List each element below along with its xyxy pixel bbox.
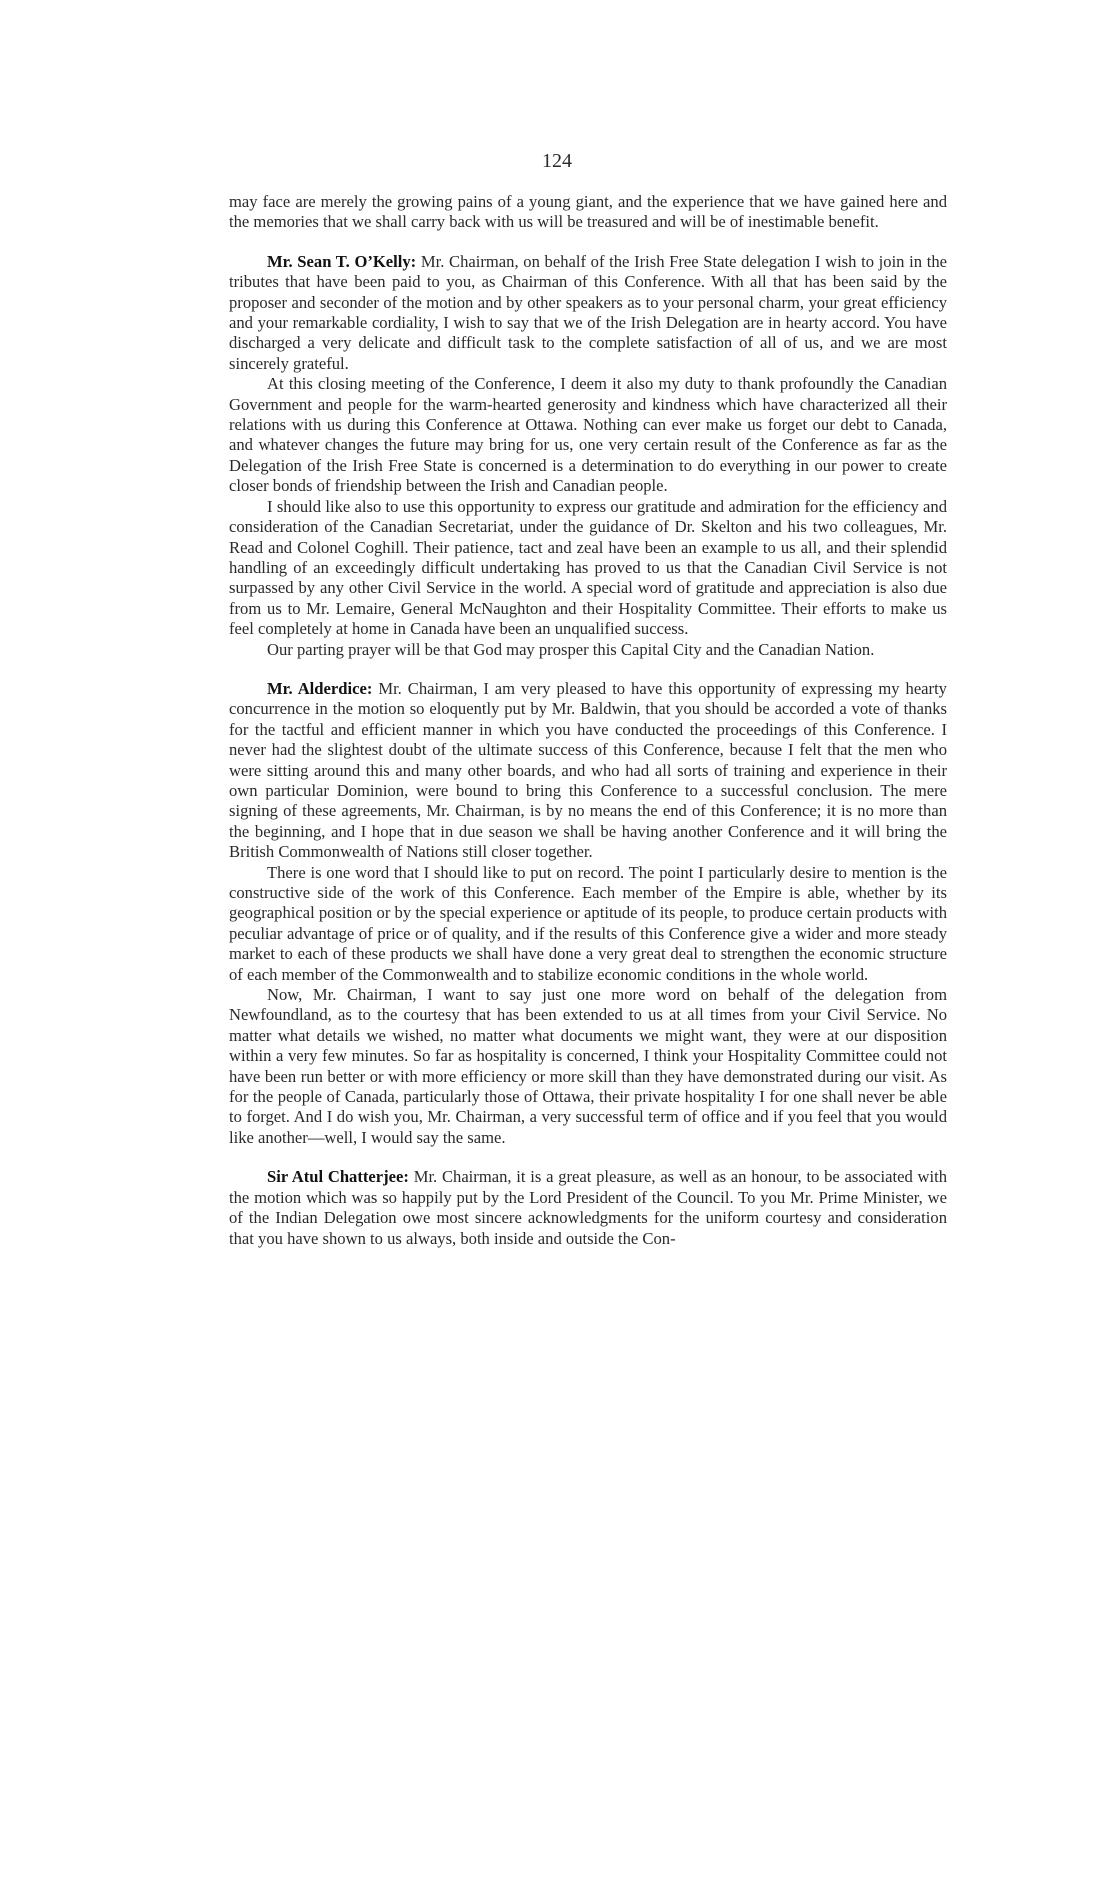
paragraph <box>229 863 947 985</box>
speech-paragraph <box>229 1167 947 1249</box>
speaker-name: Sir Atul Chatterjee: <box>267 1167 409 1187</box>
paragraph-text: Now, Mr. Chairman, I want to say just one more word on behalf of the delegation from Newfoundland, as to the courtesy that has been extended to us at all times from your Civil Service. No matter what details we wished, no matter what documents we might want, they were at our disposition within a very few minutes. So far as hospitality is concerned, I think your Hospitality Committee could not have been run better or with more efficiency or more skill than they have demonstrated during our visit. As for the people of Canada, particularly those of Ottawa, their private hospitality I for one shall never be able to forget. And I do wish you, Mr. Chairman, a very successful term of office and if you feel that you would like another—well, I would say the same. <box>229 985 947 1147</box>
paragraph-text: There is one word that I should like to put on record. The point I particularly desire to mention is the constructive side of the work of this Conference. Each member of the Empire is able, whether by its geographical position or by the special experience or aptitude of its people, to produce certain products with peculiar advantage of price or of quality, and if the results of this Conference give a wider and more steady market to each of these products we shall have done a very great deal to strengthen the economic structure of each member of the Commonwealth and to stabilize economic conditions in the whole world. <box>229 862 947 984</box>
paragraph <box>229 192 947 233</box>
page-number: 124 <box>542 150 572 172</box>
paragraph <box>229 640 947 660</box>
paragraph-text: Mr. Chairman, I am very pleased to have this opportunity of expressing my hearty concurrence in the motion so eloquently put by Mr. Baldwin, that you should be accorded a vote of thanks for the tactful and efficient manner in which you have conducted the proceedings of this Conference. I never had the slightest doubt of the ultimate success of this Conference, because I felt that the men who were sitting around this and many other boards, and who had all sorts of training and experience in their own particular Dominion, were bound to bring this Conference to a successful conclusion. The mere signing of these agreements, Mr. Chairman, is by no means the end of this Conference; it is no more than the beginning, and I hope that in due season we shall be having another Conference and it will bring the British Commonwealth of Nations still closer together. <box>229 678 947 862</box>
paragraph <box>229 497 947 640</box>
paragraph <box>229 374 947 496</box>
paragraph-text: Mr. Chairman, it is a great pleasure, as well as an honour, to be associated with the motion which was so happily put by the Lord President of the Council. To you Mr. Prime Minister, we of the Indian Delegation owe most sincere acknowledgments for the uniform courtesy and consideration that you have shown to us always, both inside and outside the Con- <box>229 1167 947 1248</box>
paragraph-text: I should like also to use this opportunity to express our gratitude and admiration for the efficiency and consideration of the Canadian Secretariat, under the guidance of Dr. Skelton and his two colleagues, Mr. Read and Colonel Coghill. Their patience, tact and zeal have been an example to us all, and their splendid handling of an exceedingly difficult undertaking has proved to us that the Canadian Civil Service is not surpassed by any other Civil Service in the world. A special word of gratitude and appreciation is also due from us to Mr. Lemaire, General McNaughton and their Hospitality Committee. Their efforts to make us feel completely at home in Canada have been an unqualified success. <box>229 496 947 639</box>
speaker-name: Mr. Sean T. O’Kelly: <box>267 251 417 271</box>
speaker-name: Mr. Alderdice: <box>267 678 373 698</box>
paragraph-text: Our parting prayer will be that God may prosper this Capital City and the Canadian Nation. <box>267 639 875 659</box>
speech-paragraph <box>229 252 947 374</box>
paragraph-text: At this closing meeting of the Conference, I deem it also my duty to thank profoundly the Canadian Government and people for the warm-hearted generosity and kindness which have characterized all their relations with us during this Conference at Ottawa. Nothing can ever make us forget our debt to Canada, and whatever changes the future may bring for us, one very certain result of the Conference as far as the Delegation of the Irish Free State is concerned is a determination to do everything in our power to create closer bonds of friendship between the Irish and Canadian people. <box>229 374 947 496</box>
paragraph-text: may face are merely the growing pains of a young giant, and the experience that we have gained here and the memories that we shall carry back with us will be treasured and will be of inestimable benefit. <box>229 192 947 232</box>
text-column <box>229 192 947 1249</box>
paragraph-text: Mr. Chairman, on behalf of the Irish Free State delegation I wish to join in the tributes that have been paid to you, as Chairman of this Conference. With all that has been said by the proposer and seconder of the motion and by other speakers as to your personal charm, your great efficiency and your remarkable cordiality, I wish to say that we of the Irish Delegation are in hearty accord. You have discharged a very delicate and difficult task to the complete satisfaction of all of us, and we are most sincerely grateful. <box>229 251 947 373</box>
paragraph <box>229 985 947 1148</box>
speech-paragraph <box>229 679 947 863</box>
